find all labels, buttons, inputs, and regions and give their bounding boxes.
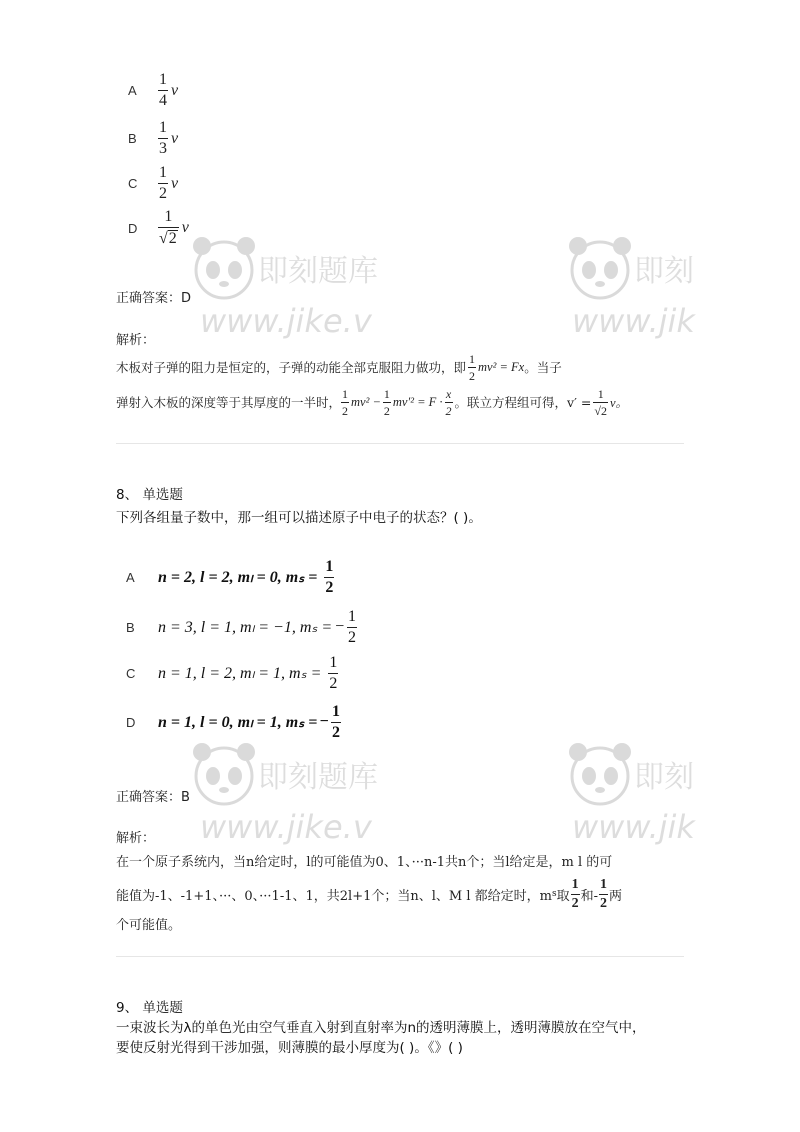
watermark-cn: 即刻题库 <box>258 254 378 289</box>
watermark-url: www.jik <box>572 302 695 340</box>
watermark-url: www.jike.v <box>200 302 372 340</box>
frac-numerator: 1 <box>164 208 173 225</box>
option-formula <box>158 120 178 157</box>
frac-numerator: 1 <box>159 71 167 88</box>
q9-number: 9、 单选题 <box>116 1000 183 1016</box>
option-formula: n = 1, l = 2, mₗ = 1, mₛ = $\frac{1}{2}$ <box>158 653 338 692</box>
result-var: v。 <box>610 396 629 410</box>
variable: v <box>171 174 179 192</box>
variable: v <box>181 219 189 236</box>
q7-options <box>128 72 328 262</box>
q7-option-a[interactable] <box>128 72 178 109</box>
frac-denominator: 3 <box>159 140 167 157</box>
energy-equation: $\frac{1}{2}$ mv² − $\frac{1}{2}$ mv′² = F · $\frac{x}{2}$ <box>342 386 452 418</box>
option-letter: A <box>128 83 137 98</box>
q7-option-d[interactable] <box>128 209 189 247</box>
watermark-url: www.jike.v <box>200 808 372 846</box>
q7-option-c[interactable] <box>128 165 178 202</box>
frac-numerator: 1 <box>159 119 167 136</box>
option-letter: C <box>128 176 138 191</box>
frac-denominator <box>158 227 179 247</box>
option-letter: B <box>126 619 135 635</box>
variable: v <box>171 129 179 147</box>
watermark-cn: 即刻题库 <box>258 760 378 795</box>
option-letter: A <box>126 569 135 585</box>
q7-explain-label: 解析： <box>116 333 156 348</box>
answer-value: B <box>181 790 190 805</box>
half-fraction: $\frac{1}{2}$ <box>571 876 579 911</box>
q8-answer <box>116 786 190 805</box>
panda-logo-icon <box>568 742 632 814</box>
q7-explanation <box>116 352 686 420</box>
explain-line-3: 个可能值。 <box>116 918 182 933</box>
frac-denominator: 2 <box>159 185 167 202</box>
frac-denominator: 4 <box>159 92 167 109</box>
q8-option-a[interactable] <box>126 553 334 601</box>
divider <box>116 443 684 444</box>
q9-question-line1: 一束波长为λ的单色光由空气垂直入射到直射率为n的透明薄膜上，透明薄膜放在空气中， <box>116 1020 646 1036</box>
watermark-upper-right <box>568 236 695 356</box>
sqrt-symbol: √ 2 <box>159 230 177 247</box>
watermark-cn: 即刻 <box>634 760 694 795</box>
q8-options <box>126 553 426 753</box>
q7-option-b[interactable] <box>128 120 178 157</box>
watermark-lower-right <box>568 742 695 862</box>
option-formula: n = 1, l = 0, mₗ = 1, mₛ = − $\frac{1}{2}$ <box>158 702 341 741</box>
q9-question-line2: 要使反射光得到干涉加强，则薄膜的最小厚度为( )。《》( ) <box>116 1040 463 1056</box>
explain-line-2: 弹射入木板的深度等于其厚度的一半时， $\frac{1}{2}$ mv² − $\frac{1}{2}$ mv′² = F · $\frac{x}{2}$ 。联立方程组可得，v′ = $\frac{1}{√2}$ v。 <box>116 386 629 418</box>
half-fraction: $\frac{1}{2}$ <box>600 876 607 911</box>
answer-value: D <box>181 291 192 306</box>
explain-line-1: 木板对子弹的阻力是恒定的，子弹的动能全部克服阻力做功，即 $\frac{1}{2}$ mv² = Fx 。当子 <box>116 351 562 383</box>
q8-option-c[interactable] <box>126 649 338 697</box>
option-formula: n = 3, l = 1, mₗ = −1, mₛ = − $\frac{1}{2}$ <box>158 607 356 646</box>
q8-option-d[interactable] <box>126 698 341 746</box>
q8-question: 下列各组量子数中，那一组可以描述原子中电子的状态？( )。 <box>116 510 482 526</box>
q7-answer <box>116 287 191 306</box>
option-letter: B <box>128 131 137 146</box>
watermark-lower-left <box>192 742 422 862</box>
option-letter: D <box>126 714 136 730</box>
option-formula <box>158 209 189 247</box>
q8-explanation <box>116 851 686 939</box>
watermark-url: www.jik <box>572 808 695 846</box>
panda-logo-icon <box>568 236 632 308</box>
explain-line-1: 在一个原子系统内，当n给定时，l的可能值为0、1、···n-1共n个；当l给定是，m l 的可 <box>116 855 613 870</box>
option-formula <box>158 72 178 109</box>
q8-number: 8、 单选题 <box>116 487 183 503</box>
explain-line-2: 能值为-1、-1+1、···、0、···1-1、1，共2l+1个；当n、l、M l 都给定时，m s 取 $\frac{1}{2}$ 和- $\frac{1}{2}$ 两 <box>116 876 623 911</box>
result-fraction: $\frac{1}{√2}$ <box>594 386 607 418</box>
option-formula <box>158 165 178 202</box>
q8-option-b[interactable] <box>126 603 357 651</box>
watermark-cn: 即刻 <box>634 254 694 289</box>
option-formula: n = 2, l = 2, mₗ = 0, mₛ = $\frac{1}{2}$ <box>158 557 334 596</box>
divider <box>116 956 684 957</box>
variable: v <box>171 81 179 99</box>
q8-explain-label: 解析： <box>116 831 156 846</box>
option-letter: D <box>128 220 138 236</box>
half-fraction: $\frac{1}{2}$ <box>469 351 476 383</box>
frac-numerator: 1 <box>159 164 167 181</box>
answer-label: 正确答案： <box>116 790 182 805</box>
answer-label: 正确答案： <box>116 291 182 306</box>
option-letter: C <box>126 665 136 681</box>
